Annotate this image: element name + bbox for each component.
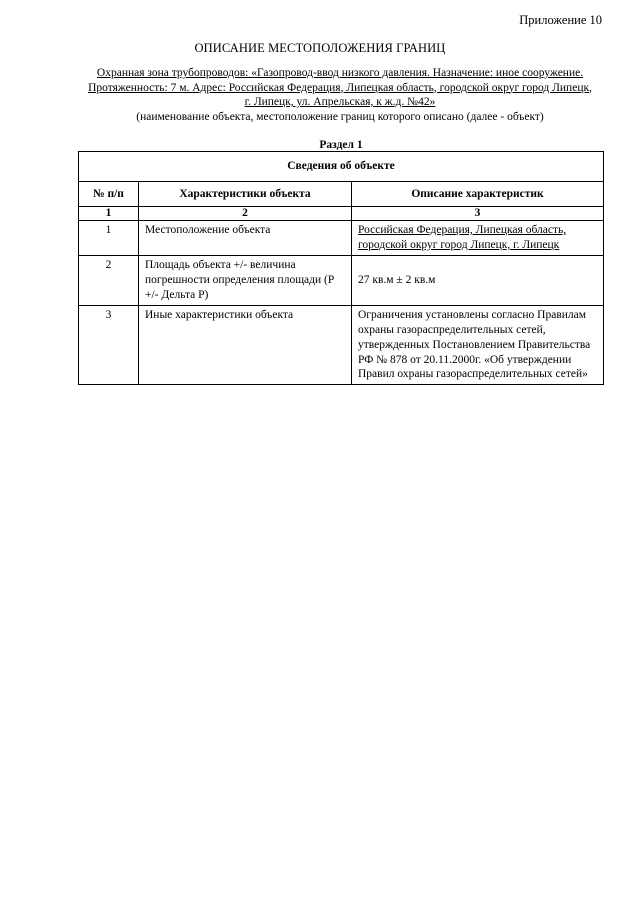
appendix-label: Приложение 10 [519, 13, 602, 27]
object-name-line: Протяженность: 7 м. Адрес: Российская Федерация, Липецкая область, городской округ город Липецк, [88, 81, 592, 94]
object-note: (наименование объекта, местоположение границ которого описано (далее - объект) [136, 110, 544, 123]
row-description [352, 221, 604, 256]
row-description: 27 кв.м ± 2 кв.м [352, 255, 604, 305]
object-name-line: г. Липецк, ул. Апрельская, к ж.д. №42» [244, 96, 436, 108]
column-header-num: № п/п [79, 182, 139, 207]
column-header-description: Описание характеристик [352, 182, 604, 207]
table-row [79, 305, 604, 385]
column-number: 3 [352, 207, 604, 221]
row-characteristic: Площадь объекта +/- величина погрешности определения площади (Р +/- Дельта Р) [139, 255, 352, 305]
object-description [70, 66, 610, 124]
section-title: Раздел 1 [319, 139, 363, 151]
column-number: 2 [139, 207, 352, 221]
row-characteristic: Иные характеристики объекта [139, 305, 352, 385]
column-number: 1 [79, 207, 139, 221]
row-description-text: Российская Федерация, Липецкая область, городской округ город Липецк, г. Липецк [358, 224, 567, 251]
table-row [79, 255, 604, 305]
object-name-line: Охранная зона трубопроводов: «Газопровод-ввод низкого давления. Назначение: иное сооружение. [96, 67, 584, 79]
object-info-table [78, 151, 604, 385]
table-row [79, 221, 604, 256]
table-caption: Сведения об объекте [79, 152, 604, 182]
column-header-characteristic: Характеристики объекта [139, 182, 352, 207]
row-description: Ограничения установлены согласно Правилам охраны газораспределительных сетей, утвержденных Постановлением Правительства РФ № 878 от 20.11.2000г. «Об утверждении Правил охраны газораспределительных сетей» [352, 305, 604, 385]
row-characteristic: Местоположение объекта [139, 221, 352, 256]
row-number: 1 [79, 221, 139, 256]
document-title: ОПИСАНИЕ МЕСТОПОЛОЖЕНИЯ ГРАНИЦ [194, 41, 446, 55]
row-number: 2 [79, 255, 139, 305]
row-number: 3 [79, 305, 139, 385]
